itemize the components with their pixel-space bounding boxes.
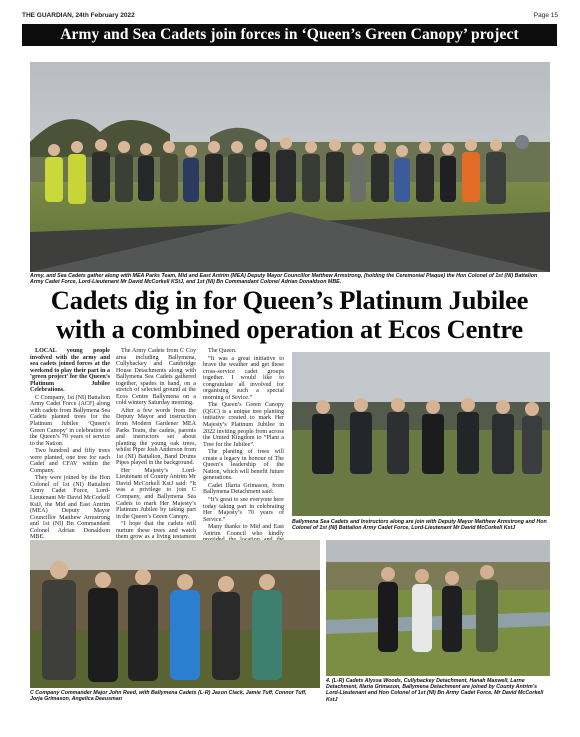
article-paragraph: After a few words from the Deputy Mayor and instruction from Modern Gardener MEA Parks Team, the cadets, parents and instructors set about planting the young oak trees, whilst Piper Josh Anderson from 1st (NI) Battalion, Band Drums Pipes played in the background. xyxy=(116,407,196,467)
article-paragraph: “I hope that the cadets will nurture these trees and watch them grow as a living testament xyxy=(116,521,196,541)
article-paragraph: The Queen’s Green Canopy (QGC) is a unique tree planting initiative created to mark Her Majesty’s Platinum Jubilee in 2022 inviting people from across the United Kingdom to “Plant a Tree for the Jubilee”. xyxy=(203,402,284,448)
article-lead: LOCAL young people involved with the army and sea cadets joined forces at the weekend to play their part in a ‘green project’ for the Queen’s Platinum Jubilee Celebrations. xyxy=(30,348,110,394)
cadets-lord-lieutenant-caption: 4. (L-R) Cadets Alyssa Woods, Cullybackey Detachment, Hanah Maxwell, Larne Detachment, Illaria Grimason, Ballymena Detachment are joined by County Antrim’s Lord-Lieutenant and Hon Colonel of 1st (NI) Bn Army Cadet Force, Mr David McCorkell KstJ xyxy=(326,678,544,703)
headline xyxy=(22,286,557,344)
article-paragraph: “It’s great to see everyone here today taking part in celebrating Her Majesty’s 70 years of Service.” xyxy=(203,497,284,523)
article-paragraph: They were joined by the Hon Colonel of 1st (NI) Battalion Army Cadet Force, Lord-Lieutenant Mr David McCorkell KstJ, the Mid and East Antrim (MEA) Deputy Mayor Councillor Matthew Armstrong and 1st (NI) Bn Commandant Colonel Adrian Donaldson MBE. xyxy=(30,475,110,541)
article-paragraph: The planting of trees will create a legacy in honour of The Queen’s leadership of the Nation, which will benefit future generations. xyxy=(203,449,284,482)
c-company-photo xyxy=(30,540,320,688)
headline-line-2: with a combined operation at Ecos Centre xyxy=(55,314,523,344)
article-column-1 xyxy=(30,348,110,542)
article-paragraph: “It was a great initiative to brave the weather and get these cross-service cadet groups together. I would like to congratulate all involved for organising such a special morning of Sevice.” xyxy=(203,355,284,401)
c-company-photo-caption: C Company Commander Major John Reed, with Ballymena Cadets (L-R) Jason Clack, Jamie Tuff, Connor Tuff, Jorja Grimason, Angelica Deeusman xyxy=(30,690,307,703)
article-paragraph: C Company, 1st (NI) Battalion Army Cadet Force (ACF) along with cadets from Ballymena Sea Cadets planted trees for the Platinum Jubilee ‘Queen’s Green Canopy’ in celebration of the Queen’s 70 years of service to the Nation. xyxy=(30,394,110,447)
sea-cadets-photo xyxy=(292,352,550,516)
section-banner: Army and Sea Cadets join forces in ‘Queen’s Green Canopy’ project xyxy=(22,24,557,46)
article-paragraph: The Queen. xyxy=(208,348,237,354)
article-column-2 xyxy=(116,348,196,555)
main-group-photo xyxy=(30,62,550,272)
article-paragraph: The Army Cadets from C Coy area including Ballymena, Cullybackey and Cambridge House Detachments along with Ballymena Sea Cadets gathered together, spades in hand, on a stretch of selected ground at the Ecos Centre Ballymena on a cold wintery Saturday morning. xyxy=(116,348,196,407)
page-number: Page 15 xyxy=(533,12,558,19)
article-column-3 xyxy=(203,348,284,551)
publication-date: THE GUARDIAN, 24th February 2022 xyxy=(22,12,135,19)
article-paragraph: Cadet Illaria Grimason, from Ballymena Detachment said: xyxy=(203,482,284,496)
headline-line-1: Cadets dig in for Queen’s Platinum Jubilee xyxy=(50,285,529,315)
sea-cadets-photo-caption: Ballymena Sea Cadets and Instructors along are join with Deputy Mayor Matthew Armstrong and Hon Colonel of 1st (NI) Battalion Army Cadet Force, Lord-Lieutenant Mr David McCorkell KstJ xyxy=(292,519,547,532)
article-paragraph: Two hundred and fifty trees were planted, one tree for each Cadet and CFAV within the Company. xyxy=(30,448,110,474)
article-paragraph: Her Majesty’s Lord-Lieutenant of County Antrim Mr David McCorkell KstJ said: “It was a privilege to join C Company, and Ballymena Sea Cadets to mark Her Majesty’s Platinum Jubilee by taking part in the Queen’s Green Canopy. xyxy=(116,467,196,520)
cadets-lord-lieutenant-photo xyxy=(326,540,550,676)
article-paragraph: Many thanks to Mid and East Antrim Council who kindly xyxy=(203,524,284,537)
main-photo-caption: Army, and Sea Cadets gather along with MEA Parks Team, Mid and East Antrim (MEA) Deputy Mayor Councillor Matthew Armstrong, (holding the Ceremonial Plaque) the Hon Colonel of 1st (NI) Battalion Army Cadet Force, Lord-Lieutenant Mr David McCorkell KStJ, and 1st (NI) Bn Commandant Colonel Adrian Donaldson MBE. xyxy=(30,273,538,286)
